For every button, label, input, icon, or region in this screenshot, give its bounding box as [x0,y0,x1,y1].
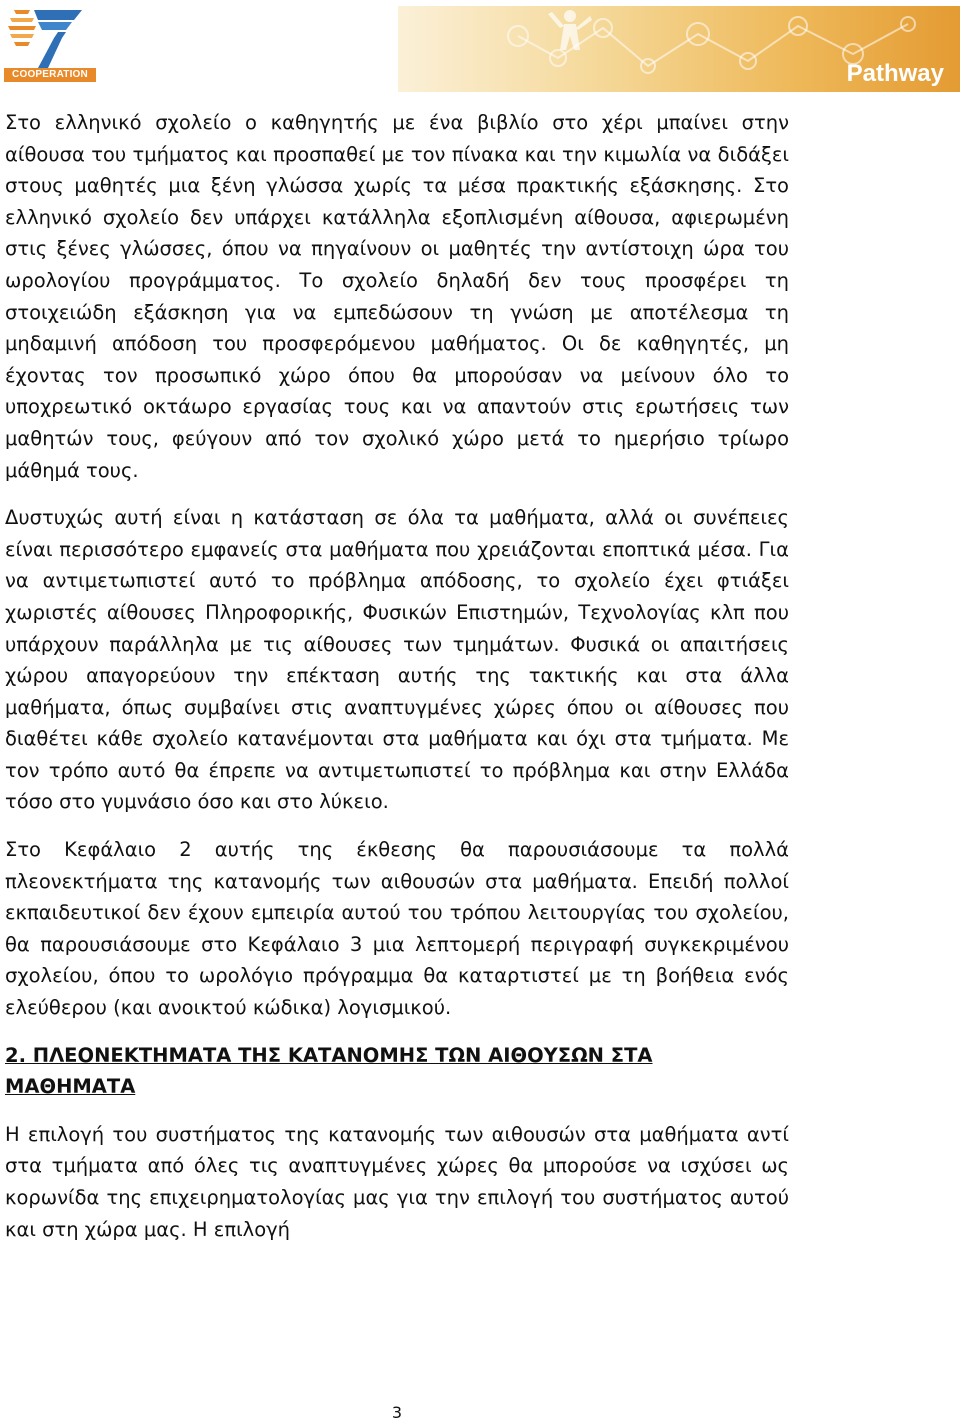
page-header [0,0,960,100]
page-number: 3 [391,1403,403,1422]
paragraph: Δυστυχώς αυτή είναι η κατάσταση σε όλα τα μαθήματα, αλλά οι συνέπειες είναι περισσότερο εμφανείς στα μαθήματα που χρειάζονται εποπτικά μέσα. Για να αντιμετωπιστεί αυτό το πρόβλημα απόδοσης, το σχολείο έχει φτιάξει χωριστές αίθουσες Πληροφορικής, Φυσικών Επιστημών, Τεχνολογίας κλπ που υπάρχουν παράλληλα με τις αίθουσες των τμημάτων. Φυσικά οι απαιτήσεις χώρου απαγορεύουν την επέκταση αυτής της τακτικής και στα άλλα μαθήματα, όπως συμβαίνει στις αναπτυγμένες χώρες όπου οι αίθουσες που διαθέτει κάθε σχολείο κατανέμονται στα μαθήματα και όχι στα τμήματα. Με τον τρόπο αυτό θα έπρεπε να αντιμετωπιστεί το πρόβλημα και στην Ελλάδα τόσο στο γυμνάσιο όσο και στο λύκειο. [5,506,789,814]
document-body [5,107,789,1245]
paragraph: Στο ελληνικό σχολείο ο καθηγητής με ένα βιβλίο στο χέρι μπαίνει στην αίθουσα του τμήματος και προσπαθεί με τον πίνακα και την κιμωλία να διδάξει στους μαθητές μια ξένη γλώσσα χωρίς τα μέσα πρακτικής εξάσκησης. Στο ελληνικό σχολείο δεν υπάρχει κατάλληλα εξοπλισμένη αίθουσα, αφιερωμένη στις ξένες γλώσσες, όπου να πηγαίνουν οι μαθητές την αντίστοιχη ώρα του ωρολογίου προγράμματος. Το σχολείο δηλαδή δεν τους προσφέρει τη στοιχειώδη εξάσκηση για να εμπεδώσουν τη γνώση με αποτέλεσμα τη μηδαμινή απόδοση του προσφερόμενου μαθήματος. Οι δε καθηγητές, μη έχοντας τον προσωπικό χώρο όπου θα μπορούσαν να μείνουν όλο το υποχρεωτικό οκτάωρο εργασίας τους και να απαντούν στις ερωτήσεις των μαθητών τους, φεύγουν από τον σχολικό χώρο μετά το ημερήσιο τρίωρο μάθημά τους. [5,111,789,482]
logo-text: COOPERATION [4,68,96,82]
paragraph: Η επιλογή του συστήματος της κατανομής των αιθουσών στα μαθήματα αντί στα τμήματα από όλες τις αναπτυγμένες χώρες θα μπορούσε να ισχύσει ως κορωνίδα της επιχειρηματολογίας μας για την επιλογή του συστήματος αυτού και στη χώρα μας. Η επιλογή [5,1122,789,1241]
fp7-logo-icon [4,4,100,70]
section-heading: 2. ΠΛΕΟΝΕΚΤΗΜΑΤΑ ΤΗΣ ΚΑΤΑΝΟΜΗΣ ΤΩΝ ΑΙΘΟΥΣΩΝ ΣΤΑ ΜΑΘΗΜΑΤΑ [5,1043,653,1099]
banner-brand: Pathway [846,60,944,87]
paragraph: Στο Κεφάλαιο 2 αυτής της έκθεσης θα παρουσιάσουμε τα πολλά πλεονεκτήματα της κατανομής των αιθουσών στα μαθήματα. Επειδή πολλοί εκπαιδευτικοί δεν έχουν εμπειρία αυτού του τρόπου λειτουργίας του σχολείου, θα παρουσιάσουμε στο Κεφάλαιο 3 μια λεπτομερή περιγραφή συγκεκριμένου σχολείου, όπου το ωρολόγιο πρόγραμμα θα καταρτιστεί με τη βοήθεια ενός ελεύθερου (και ανοικτού κώδικα) λογισμικού. [5,838,789,1020]
pathway-banner [398,6,960,92]
